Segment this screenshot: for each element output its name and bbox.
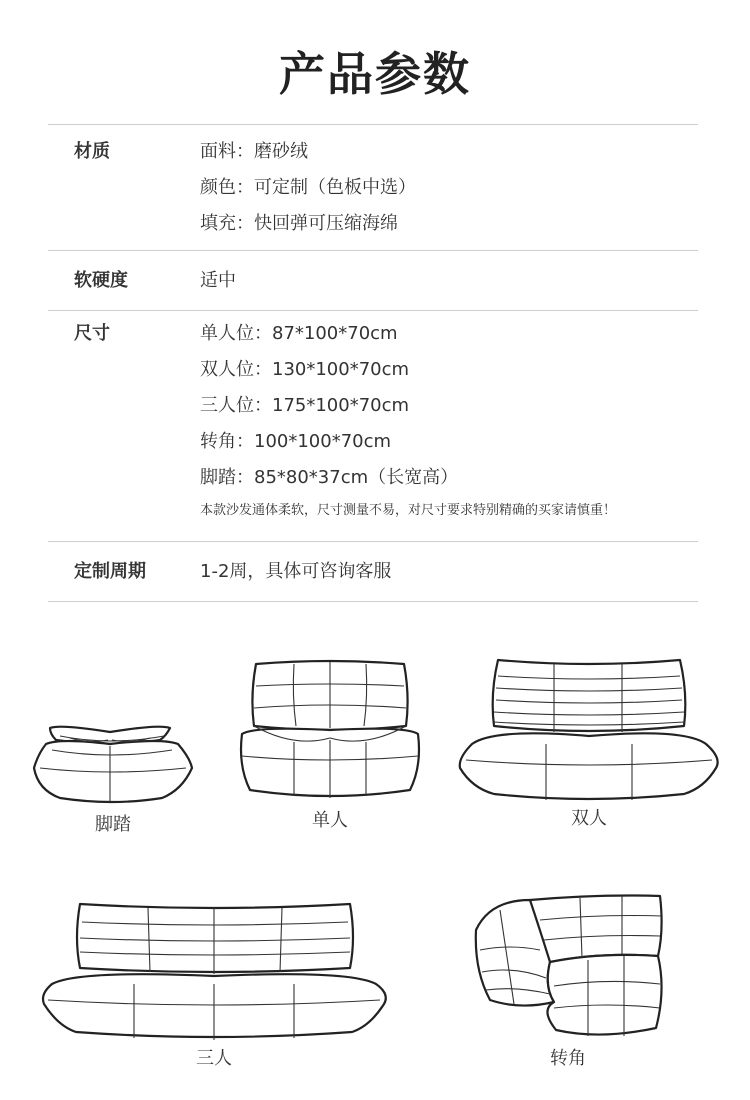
spec-value-size [200,316,698,541]
spec-label-firmness: 软硬度 [74,270,128,291]
size-note: 本款沙发通体柔软，尺寸测量不易，对尺寸要求特别精确的买家请慎重！ [200,503,617,518]
page-title: 产品参数 [279,47,471,101]
spec-table [48,124,698,602]
single-sofa-illustration [234,656,426,806]
spec-label-lead-time: 定制周期 [74,561,146,582]
spec-value-lead-time: 1-2周，具体可咨询客服 [200,561,392,582]
corner-sofa-figure [470,890,666,1074]
spec-row-lead-time [48,541,698,602]
caption-single: 单人 [312,810,348,831]
caption-ottoman: 脚踏 [95,814,131,835]
spec-line: 单人位：87*100*70cm [200,323,398,344]
spec-row-material [48,124,698,250]
spec-line: 填充：快回弹可压缩海绵 [200,213,398,234]
caption-corner: 转角 [550,1048,586,1069]
spec-line: 面料：磨砂绒 [200,141,308,162]
corner-sofa-illustration [470,890,666,1042]
triple-sofa-figure [38,898,390,1074]
spec-row-firmness [48,250,698,310]
single-sofa-figure [234,656,426,840]
triple-sofa-illustration [38,898,390,1042]
caption-double: 双人 [571,808,607,829]
spec-value-firmness: 适中 [200,270,236,291]
spec-line: 脚踏：85*80*37cm（长宽高） [200,467,459,488]
spec-line: 双人位：130*100*70cm [200,359,410,380]
ottoman-figure [30,718,196,840]
spec-label-material: 材质 [74,141,110,162]
spec-row-size [48,310,698,541]
double-sofa-illustration [454,654,724,804]
spec-value-material [200,134,698,250]
ottoman-illustration [30,718,196,810]
spec-label-size: 尺寸 [74,323,110,344]
spec-line: 颜色：可定制（色板中选） [200,177,416,198]
double-sofa-figure [454,654,724,840]
spec-line: 三人位：175*100*70cm [200,395,410,416]
caption-triple: 三人 [196,1048,232,1069]
spec-line: 转角：100*100*70cm [200,431,392,452]
